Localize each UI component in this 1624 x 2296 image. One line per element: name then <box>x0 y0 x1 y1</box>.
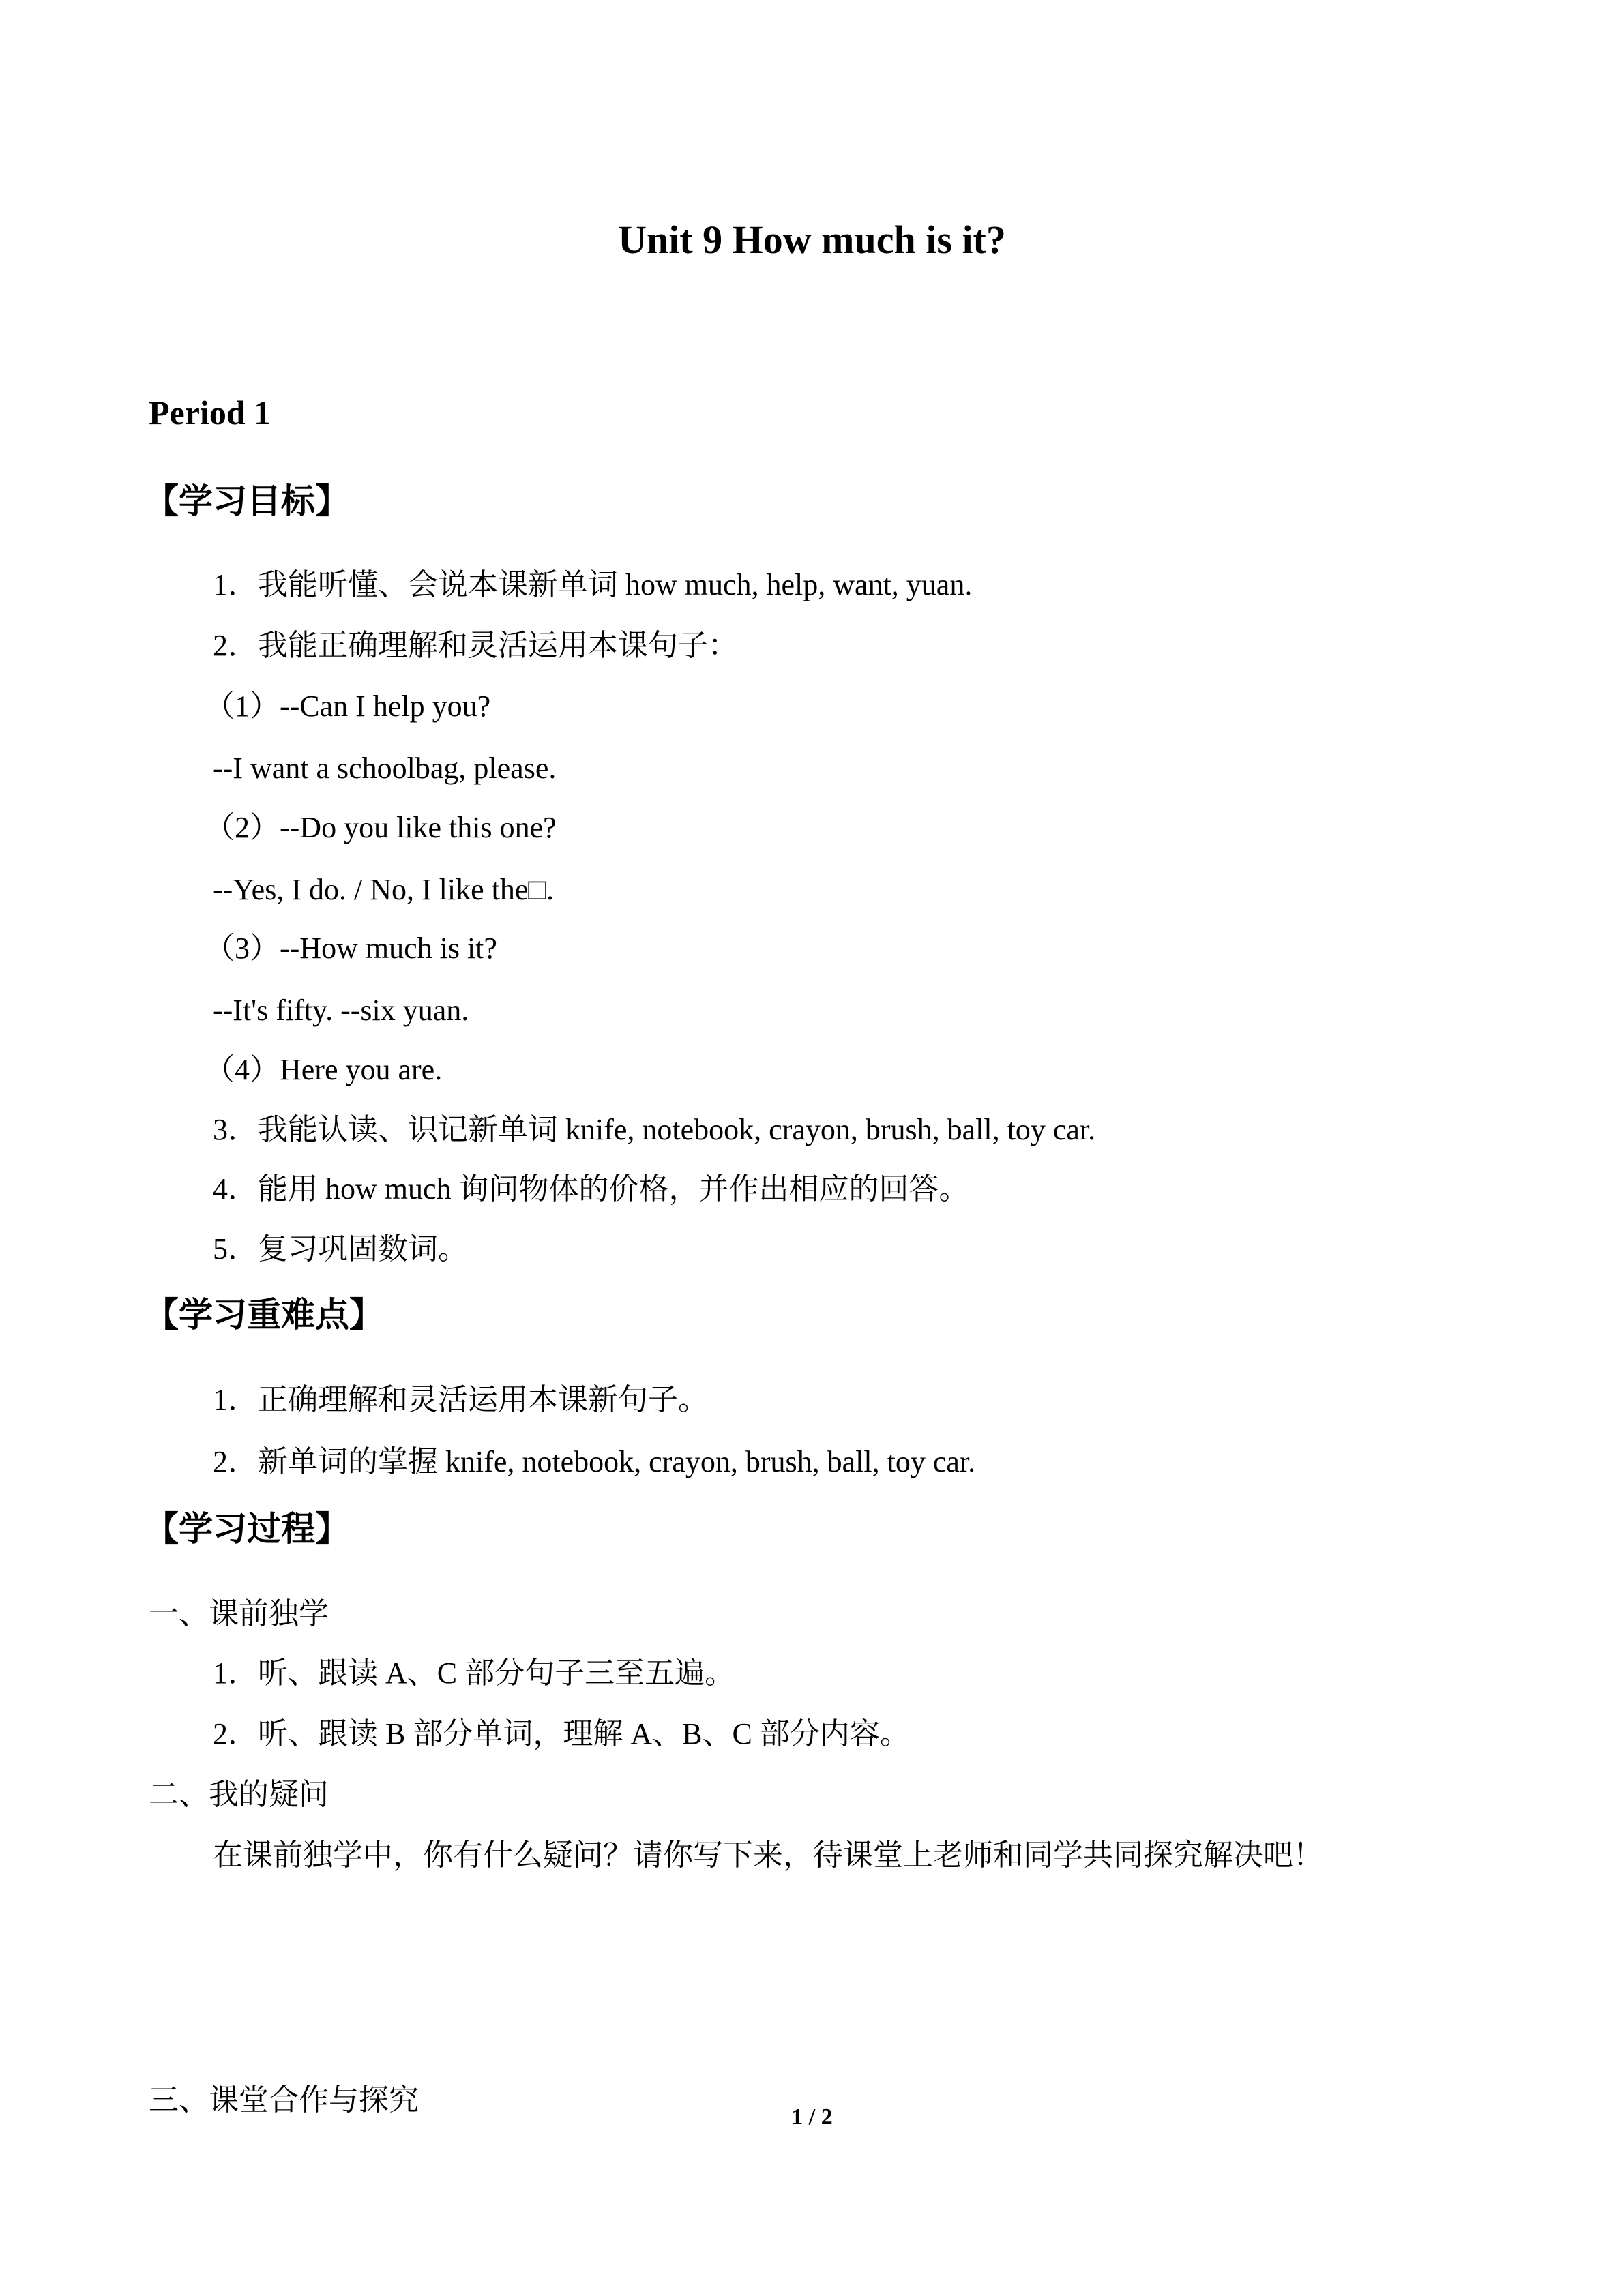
process-part2-text: 在课前独学中，你有什么疑问？请你写下来，待课堂上老师和同学共同探究解决吧！ <box>213 1838 1323 1872</box>
process-part1-label: 一、课前独学 <box>149 1597 329 1630</box>
process-part1-item-2: 2．听、跟读 B 部分单词，理解 A、B、C 部分内容。 <box>213 1717 910 1750</box>
goal-item-1: 1．我能听懂、会说本课新单词 how much, help, want, yuan. <box>213 568 973 601</box>
goal-sentence-2: （2）--Do you like this one? <box>205 811 557 844</box>
process-part3-label: 三、课堂合作与探究 <box>149 2083 419 2117</box>
goal-answer-2: --Yes, I do. / No, I like the□. <box>213 873 554 906</box>
process-part1-item-1: 1．听、跟读 A、C 部分句子三至五遍。 <box>213 1656 735 1690</box>
process-heading: 【学习过程】 <box>145 1509 349 1549</box>
goal-item-2: 2．我能正确理解和灵活运用本课句子： <box>213 629 738 662</box>
goal-sentence-1: （1）--Can I help you? <box>205 689 491 723</box>
goal-sentence-4: （4）Here you are. <box>205 1053 443 1086</box>
goals-heading: 【学习目标】 <box>145 481 349 521</box>
key-point-item-1: 1．正确理解和灵活运用本课新句子。 <box>213 1383 708 1416</box>
document-title: Unit 9 How much is it? <box>618 218 1006 262</box>
goal-answer-3: --It's fifty. --six yuan. <box>213 994 469 1027</box>
process-part2-label: 二、我的疑问 <box>149 1778 329 1811</box>
key-point-item-2: 2．新单词的掌握 knife, notebook, crayon, brush, ball, toy car. <box>213 1445 976 1478</box>
goal-sentence-3: （3）--How much is it? <box>205 931 497 965</box>
page-number: 1 / 2 <box>791 2104 833 2130</box>
period-label: Period 1 <box>149 393 271 432</box>
goal-item-4: 4．能用 how much 询问物体的价格，并作出相应的回答。 <box>213 1172 969 1206</box>
key-points-heading: 【学习重难点】 <box>145 1295 383 1335</box>
goal-answer-1: --I want a schoolbag, please. <box>213 751 557 785</box>
goal-item-5: 5．复习巩固数词。 <box>213 1232 468 1266</box>
goal-item-3: 3．我能认读、识记新单词 knife, notebook, crayon, brush, ball, toy car. <box>213 1113 1096 1146</box>
